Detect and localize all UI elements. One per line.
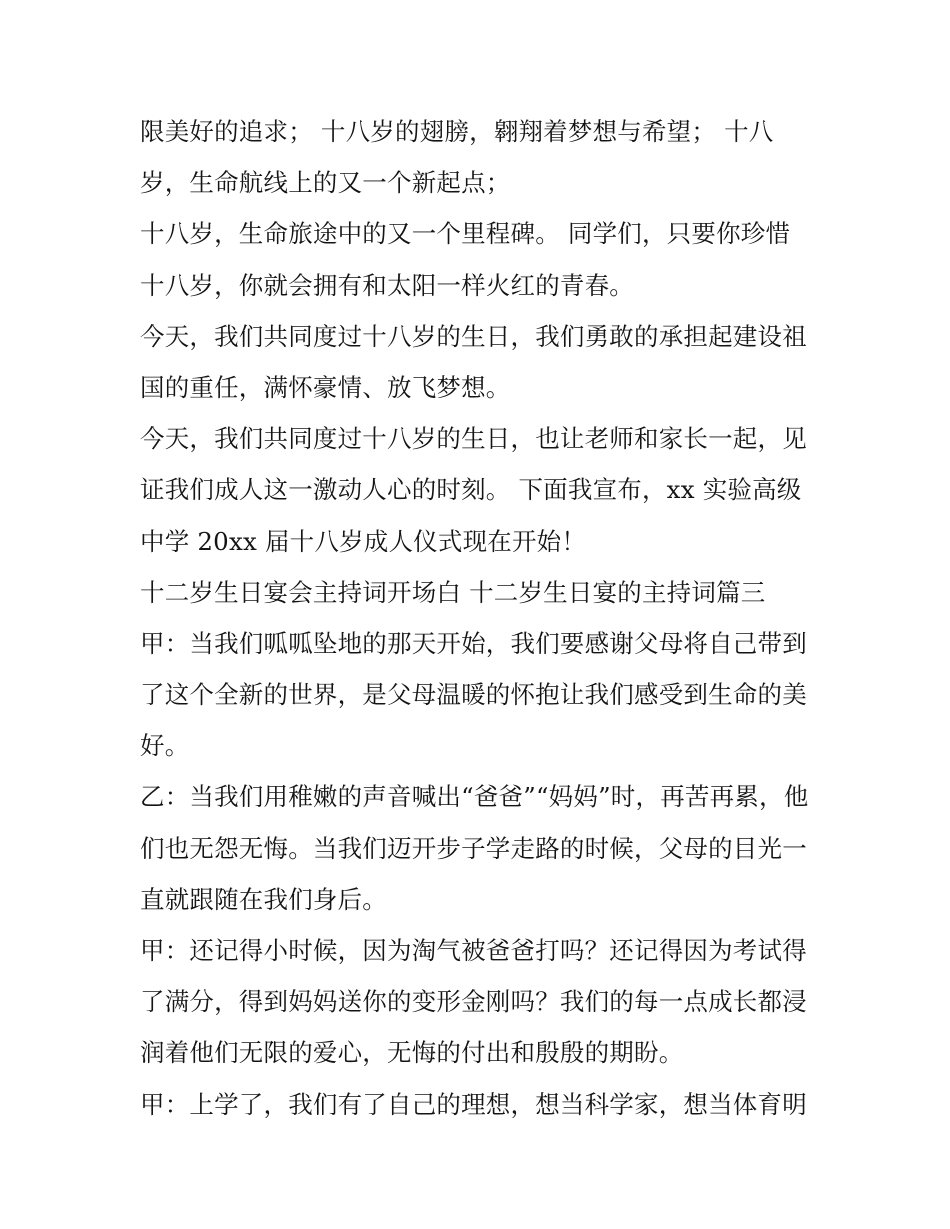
text-line: 十八岁，你就会拥有和太阳一样火红的青春。 — [140, 270, 634, 300]
text-line: 甲：上学了，我们有了自己的理想，想当科学家，想当体育明 — [140, 1089, 807, 1119]
text-line: 十八岁，生命旅途中的又一个里程碑。 同学们，只要你珍惜 — [140, 219, 791, 249]
text-line: 证我们成人这一激动人心的时刻。 下面我宣布，xx 实验高级 — [140, 475, 802, 505]
text-line: 了这个全新的世界，是父母温暖的怀抱让我们感受到生命的美 — [140, 680, 807, 710]
text-line: 岁，生命航线上的又一个新起点； — [140, 168, 511, 198]
text-line: 好。 — [140, 731, 190, 761]
text-line: 们也无怨无悔。当我们迈开步子学走路的时候，父母的目光一 — [140, 833, 807, 863]
text-line: 今天，我们共同度过十八岁的生日，也让老师和家长一起，见 — [140, 424, 807, 454]
text-line: 润着他们无限的爱心，无悔的付出和殷殷的期盼。 — [140, 1038, 684, 1068]
text-line: 中学 20xx 届十八岁成人仪式现在开始！ — [140, 526, 587, 556]
text-line: 甲：还记得小时候，因为淘气被爸爸打吗？还记得因为考试得 — [140, 936, 807, 965]
text-line: 限美好的追求； 十八岁的翅膀，翱翔着梦想与希望； 十八 — [140, 117, 774, 146]
text-line: 国的重任，满怀豪情、放飞梦想。 — [140, 372, 511, 402]
text-line: 了满分，得到妈妈送你的变形金刚吗？我们的每一点成长都浸 — [140, 987, 807, 1017]
text-line: 乙：当我们用稚嫩的声音喊出“爸爸”“妈妈”时，再苦再累，他 — [140, 782, 809, 812]
text-line: 直就跟随在我们身后。 — [140, 884, 387, 914]
text-line: 十二岁生日宴会主持词开场白 十二岁生日宴的主持词篇三 — [140, 577, 766, 607]
document-body — [140, 106, 830, 1130]
text-line: 今天，我们共同度过十八岁的生日，我们勇敢的承担起建设祖 — [140, 321, 807, 351]
text-line: 甲：当我们呱呱坠地的那天开始，我们要感谢父母将自己带到 — [140, 628, 807, 658]
